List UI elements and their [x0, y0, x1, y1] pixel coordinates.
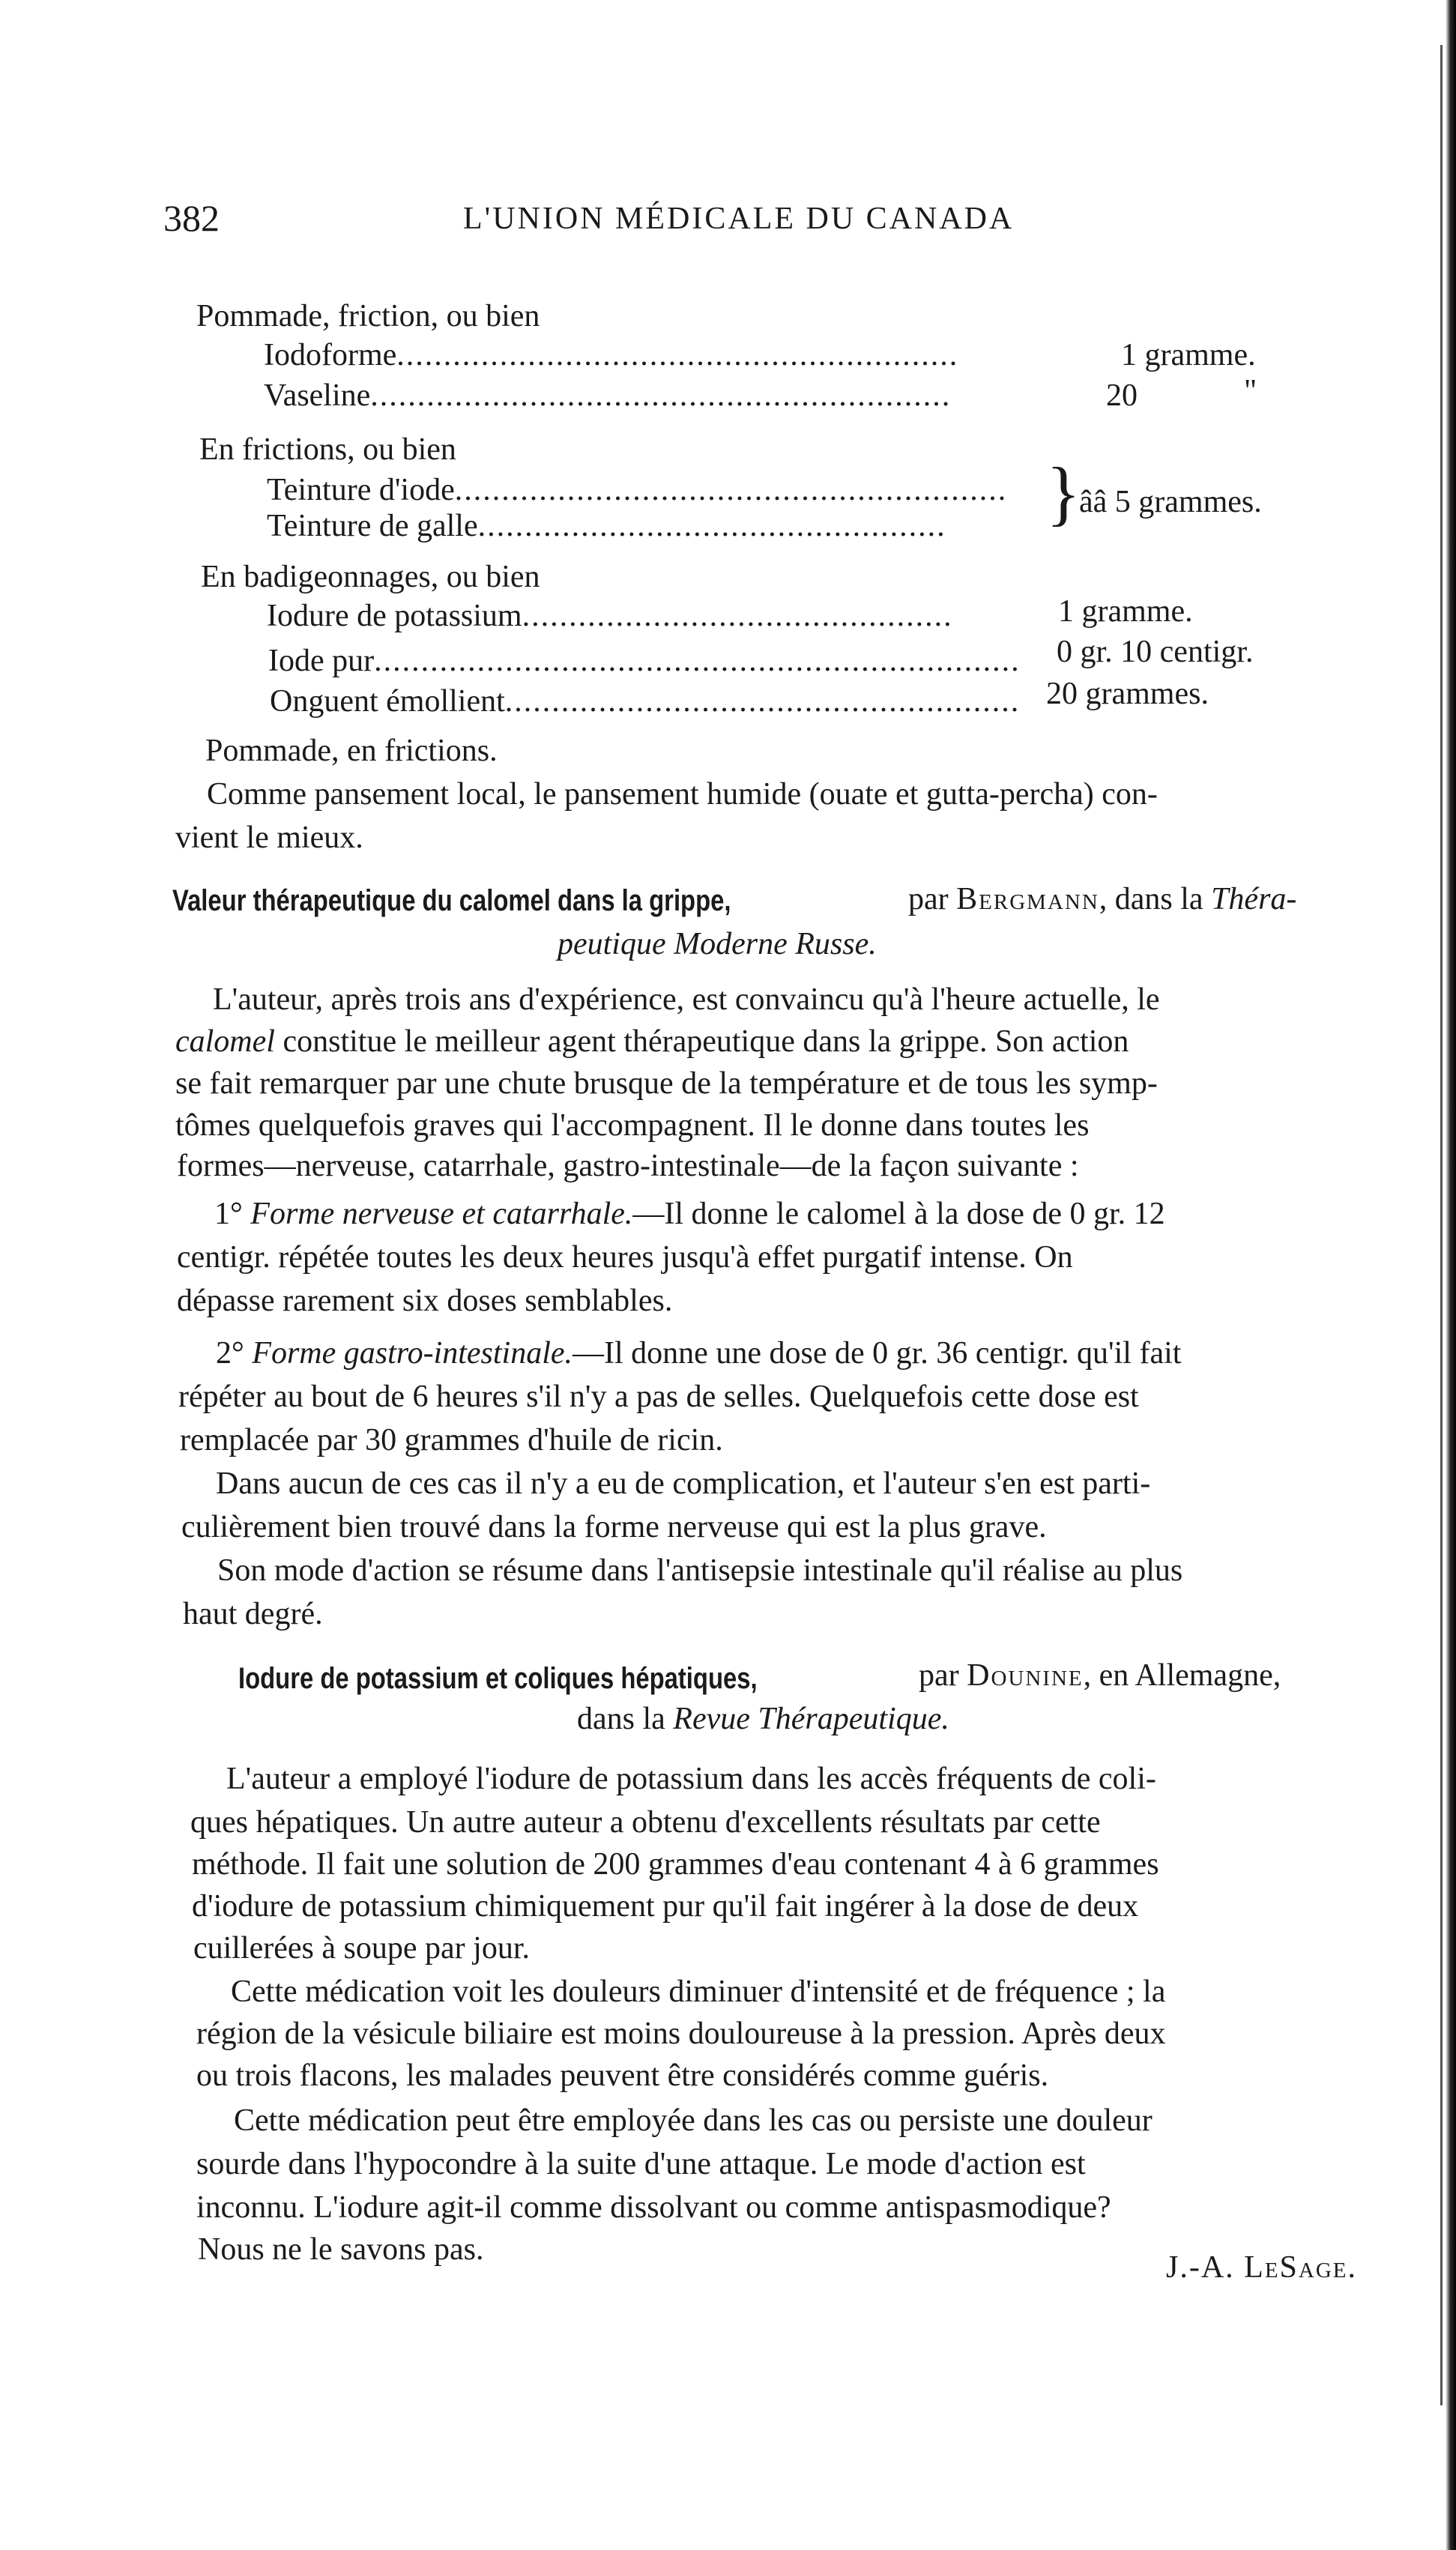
- paragraph-line: dépasse rarement six doses semblables.: [177, 1284, 673, 1318]
- article-title: [238, 1659, 872, 1698]
- prescription-item: [267, 596, 953, 635]
- paragraph-line: Cette médication voit les douleurs diminuer d'intensité et de fréquence ; la: [231, 1975, 1166, 2009]
- page-header: [163, 196, 1227, 249]
- line-text: constitue le meilleur agent thérapeutique dans la grippe. Son action: [274, 1024, 1129, 1059]
- paragraph-line: Comme pansement local, le pansement humide (ouate et gutta-percha) con-: [207, 777, 1158, 812]
- line-text: —Il donne le calomel à la dose de 0 gr. 12: [632, 1197, 1165, 1231]
- item-dose: 1 gramme.: [1121, 338, 1256, 372]
- article-title-bold: Valeur thérapeutique du calomel dans la grippe,: [172, 884, 731, 917]
- item-name: Onguent émollient: [270, 684, 505, 719]
- item-name: Teinture de galle: [267, 509, 478, 543]
- paragraph-line: Nous ne le savons pas.: [198, 2232, 484, 2267]
- paragraph-line: méthode. Il fait une solution de 200 grammes d'eau contenant 4 à 6 grammes: [192, 1847, 1159, 1882]
- form-name: Forme gastro-intestinale.: [252, 1336, 573, 1371]
- paragraph-line: culièrement bien trouvé dans la forme nerveuse qui est la plus grave.: [181, 1510, 1047, 1544]
- paragraph-line: ou trois flacons, les malades peuvent être considérés comme guéris.: [196, 2058, 1049, 2093]
- title-rest: , en Allemagne,: [1083, 1658, 1281, 1693]
- prescription-intro: En frictions, ou bien: [199, 432, 456, 467]
- paragraph-line: ques hépatiques. Un autre auteur a obtenu d'excellents résultats par cette: [190, 1805, 1101, 1840]
- paragraph-line: [175, 1022, 1129, 1061]
- paragraph-line: centigr. répétée toutes les deux heures jusqu'à effet purgatif intense. On: [177, 1240, 1073, 1275]
- title-rest: , dans la: [1099, 882, 1203, 916]
- paragraph-line: L'auteur a employé l'iodure de potassium dans les accès fréquents de coli-: [226, 1762, 1156, 1796]
- article-title-bold: Iodure de potassium et coliques hépatiques,: [238, 1662, 758, 1695]
- leader-dots: ...........................................................: [454, 473, 1008, 507]
- leader-dots: ..................................................: [477, 509, 946, 543]
- paragraph-line: formes—nerveuse, catarrhale, gastro-intestinale—de la façon suivante :: [177, 1149, 1079, 1183]
- journal-name: Revue Thérapeutique.: [673, 1702, 949, 1736]
- by-word: par: [919, 1658, 959, 1693]
- paragraph-line: [214, 1194, 1165, 1233]
- leader-dots: .......................................................: [504, 684, 1021, 719]
- item-name: Vaseline: [264, 378, 371, 413]
- journal-name: Théra-: [1211, 882, 1297, 916]
- line-text: —Il donne une dose de 0 gr. 36 centigr. qu'il fait: [573, 1336, 1182, 1371]
- brace: }: [1046, 453, 1081, 533]
- prescription-item: [270, 682, 1020, 721]
- paragraph-line: inconnu. L'iodure agit-il comme dissolvant ou comme antispasmodique?: [196, 2190, 1111, 2225]
- item-number: 1°: [214, 1197, 243, 1231]
- paragraph-line: d'iodure de potassium chimiquement pur qu'il fait ingérer à la dose de deux: [192, 1889, 1139, 1924]
- paragraph-line: remplacée par 30 grammes d'huile de ricin.: [180, 1423, 723, 1457]
- paragraph-line: sourde dans l'hypocondre à la suite d'une attaque. Le mode d'action est: [196, 2147, 1086, 2181]
- item-dose: 20: [1106, 378, 1138, 413]
- journal-name-cont: peutique Moderne Russe.: [558, 927, 877, 961]
- leader-dots: ............................................................: [396, 338, 959, 372]
- item-dose: 20 grammes.: [1046, 677, 1209, 711]
- paragraph-line: se fait remarquer par une chute brusque de la température et de tous les symp-: [175, 1066, 1158, 1101]
- ditto-mark: ": [1244, 374, 1257, 408]
- prescription-intro: Pommade, friction, ou bien: [196, 299, 540, 333]
- item-name: Iode pur: [268, 644, 375, 678]
- item-number: 2°: [216, 1336, 244, 1371]
- article-title-byline: [908, 880, 1296, 919]
- leader-dots: ..............................................................: [370, 378, 952, 413]
- in-word: dans la: [577, 1702, 665, 1736]
- article-title-byline: [919, 1656, 1281, 1695]
- paragraph-line: région de la vésicule biliaire est moins douloureuse à la pression. Après deux: [196, 2016, 1166, 2051]
- drug-name: calomel: [175, 1024, 275, 1059]
- leader-dots: .....................................................................: [374, 644, 1021, 678]
- running-title: L'UNION MÉDICALE DU CANADA: [463, 202, 1015, 236]
- author-name: Bergmann: [956, 882, 1099, 916]
- item-dose: 0 gr. 10 centigr.: [1057, 635, 1254, 669]
- page-number: 382: [163, 197, 220, 239]
- paragraph-line: vient le mieux.: [175, 821, 363, 855]
- prescription-item: [264, 336, 958, 375]
- prescription-item: [268, 641, 1021, 680]
- item-dose: 1 gramme.: [1058, 594, 1193, 629]
- paragraph-line: Dans aucun de ces cas il n'y a eu de complication, et l'auteur s'en est parti-: [216, 1466, 1151, 1501]
- item-name: Iodure de potassium: [267, 599, 522, 633]
- prescription-item: [267, 471, 1007, 510]
- paragraph-line: répéter au bout de 6 heures s'il n'y a pas de selles. Quelquefois cette dose est: [178, 1380, 1139, 1414]
- signature: J.-A. LeSage.: [1166, 2250, 1357, 2285]
- author-name: Dounine: [967, 1658, 1084, 1693]
- page-binding-edge: [1446, 0, 1456, 2550]
- paragraph-line: cuillerées à soupe par jour.: [193, 1931, 530, 1966]
- prescription-item: [264, 376, 951, 415]
- item-dose: ââ 5 grammes.: [1079, 485, 1262, 519]
- item-name: Iodoforme: [264, 338, 397, 372]
- paragraph-line: Son mode d'action se résume dans l'antisepsie intestinale qu'il réalise au plus: [217, 1553, 1183, 1588]
- paragraph-line: L'auteur, après trois ans d'expérience, est convaincu qu'à l'heure actuelle, le: [213, 982, 1160, 1017]
- item-name: Teinture d'iode: [267, 473, 455, 507]
- prescription-intro: En badigeonnages, ou bien: [201, 560, 540, 594]
- article-title: [172, 881, 854, 920]
- prescription-item: [267, 507, 946, 546]
- paragraph-line: haut degré.: [183, 1597, 323, 1631]
- journal-line: [577, 1700, 949, 1738]
- paragraph-line: Cette médication peut être employée dans les cas ou persiste une douleur: [234, 2103, 1153, 2138]
- leader-dots: ..............................................: [522, 599, 953, 633]
- by-word: par: [908, 882, 949, 916]
- prescription-note: Pommade, en frictions.: [205, 734, 498, 768]
- form-name: Forme nerveuse et catarrhale.: [250, 1197, 633, 1231]
- paragraph-line: tômes quelquefois graves qui l'accompagnent. Il le donne dans toutes les: [175, 1108, 1090, 1143]
- page-binding-line: [1440, 45, 1443, 2405]
- paragraph-line: [216, 1334, 1181, 1373]
